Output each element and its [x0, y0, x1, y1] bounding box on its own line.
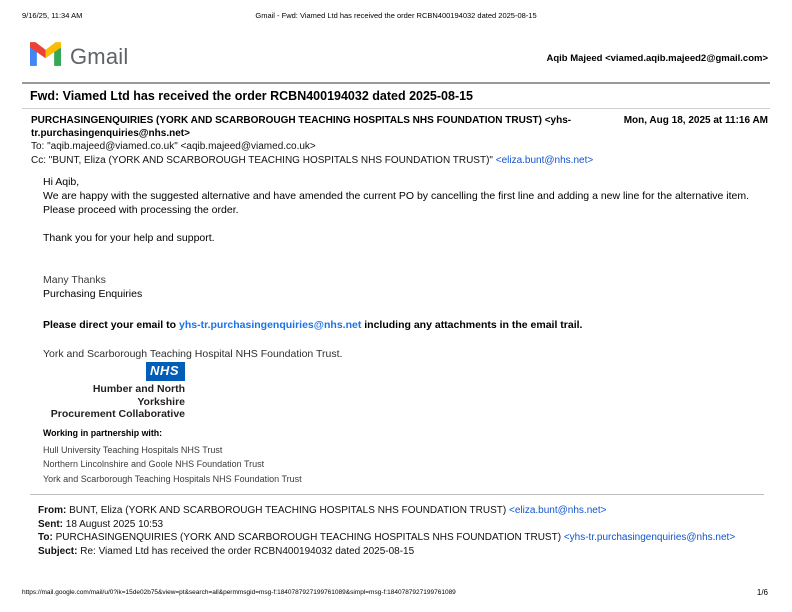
quoted-to-line — [38, 531, 768, 545]
quoted-subject-line — [38, 545, 768, 559]
body-greeting: Hi Aqib, — [43, 176, 80, 188]
print-source-url: https://mail.google.com/mail/u/0?ik=15de02b75&view=pt&search=all&permmsgid=msg-f:1840787927199761089&simpl=msg-f:1840787927199761089 — [22, 589, 456, 596]
page-number: 1/6 — [756, 588, 768, 597]
nhs-logo: NHS — [146, 362, 185, 381]
signoff-line-2: Purchasing Enquiries — [43, 288, 143, 300]
print-document-title: Gmail - Fwd: Viamed Ltd has received the order RCBN400194032 dated 2025-08-15 — [255, 11, 537, 20]
quoted-from-label: From: — [38, 505, 67, 516]
quoted-to-label: To: — [38, 532, 53, 543]
quoted-message-headers — [38, 504, 768, 558]
partnership-heading: Working in partnership with: — [43, 428, 163, 438]
partner-item: York and Scarborough Teaching Hospitals NHS Foundation Trust — [43, 473, 302, 484]
partner-item: Hull University Teaching Hospitals NHS Trust — [43, 444, 223, 455]
message-date: Mon, Aug 18, 2025 at 11:16 AM — [623, 115, 768, 126]
subject-divider — [22, 108, 770, 109]
quoted-from-value: BUNT, Eliza (YORK AND SCARBOROUGH TEACHING HOSPITALS NHS FOUNDATION TRUST) — [66, 505, 509, 516]
print-timestamp: 9/16/25, 11:34 AM — [22, 11, 83, 20]
cc-text: Cc: "BUNT, Eliza (YORK AND SCARBOROUGH TEACHING HOSPITALS NHS FOUNDATION TRUST)" — [31, 154, 496, 166]
gmail-wordmark: Gmail — [70, 43, 129, 69]
partnership-block — [43, 426, 302, 486]
purchasing-enquiries-email-link[interactable]: yhs-tr.purchasingenquiries@nhs.net — [178, 319, 362, 331]
quoted-to-value: PURCHASINGENQUIRIES (YORK AND SCARBOROUGH TEACHING HOSPITALS NHS FOUNDATION TRUST) — [52, 532, 564, 543]
trust-name-line: York and Scarborough Teaching Hospital NHS Foundation Trust. — [43, 348, 343, 360]
quoted-to-email-link[interactable]: <yhs-tr.purchasingenquiries@nhs.net> — [563, 532, 736, 543]
quoted-message-divider — [30, 494, 764, 495]
nhs-signature — [45, 362, 185, 421]
quoted-subject-label: Subject: — [38, 545, 78, 557]
message-headers — [31, 115, 768, 167]
signoff-line-1: Many Thanks — [43, 274, 106, 286]
cc-line — [31, 155, 768, 168]
org-name-line-2: Procurement Collaborative — [50, 408, 185, 420]
cc-email-link[interactable]: <eliza.bunt@nhs.net> — [495, 154, 594, 166]
direct-suffix: including any attachments in the email trail. — [361, 319, 583, 331]
quoted-sent-line — [38, 518, 768, 532]
org-name-line-1: Humber and North Yorkshire — [92, 383, 185, 408]
quoted-from-email-link[interactable]: <eliza.bunt@nhs.net> — [509, 505, 607, 516]
partner-item: Northern Lincolnshire and Goole NHS Foundation Trust — [43, 459, 265, 469]
gmail-logo — [30, 42, 128, 71]
body-paragraph-1: We are happy with the suggested alternative and have amended the current PO by cancelling the first line and adding a new line for the alternative item. Please proceed with processing the order. — [43, 190, 750, 216]
quoted-from-line — [38, 504, 768, 518]
quoted-subject-value: Re: Viamed Ltd has received the order RCBN400194032 dated 2025-08-15 — [77, 545, 415, 557]
header-divider — [22, 82, 770, 84]
body-paragraph-2: Thank you for your help and support. — [43, 232, 215, 244]
from-line: PURCHASINGENQUIRIES (YORK AND SCARBOROUGH TEACHING HOSPITALS NHS FOUNDATION TRUST) <yhs-tr.purchasingenquiries@nhs.net> — [31, 115, 572, 139]
quoted-sent-label: Sent: — [38, 518, 63, 530]
gmail-m-icon — [30, 42, 61, 71]
to-line: To: "aqib.majeed@viamed.co.uk" <aqib.majeed@viamed.co.uk> — [31, 141, 316, 152]
account-owner: Aqib Majeed <viamed.aqib.majeed2@gmail.com> — [546, 53, 768, 64]
direct-email-notice — [43, 318, 763, 332]
email-body — [43, 175, 763, 361]
quoted-sent-value: 18 August 2025 10:53 — [63, 518, 164, 530]
direct-prefix: Please direct your email to — [43, 319, 179, 331]
email-subject: Fwd: Viamed Ltd has received the order RCBN400194032 dated 2025-08-15 — [30, 89, 474, 103]
